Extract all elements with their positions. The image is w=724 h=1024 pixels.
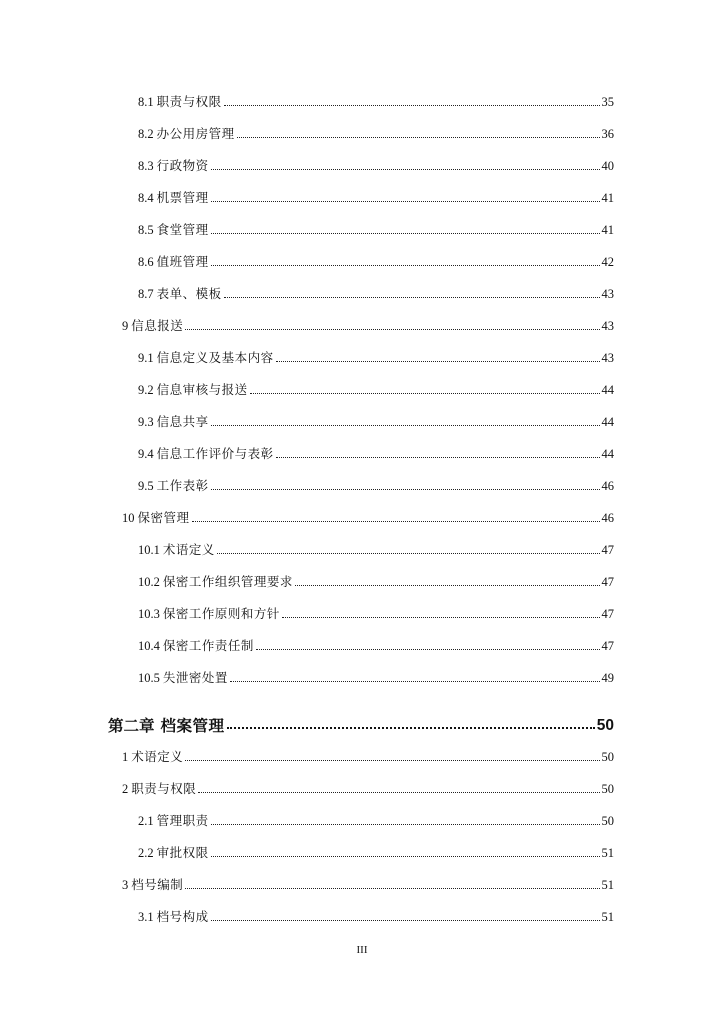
section-number: 2.2 [138, 846, 154, 860]
page-number: 51 [601, 878, 614, 892]
section-number: 9.3 [138, 415, 154, 429]
section-title: 表单、模板 [156, 286, 222, 301]
section-number: 10.2 [138, 575, 160, 589]
toc-entry-2[interactable] [0, 777, 724, 797]
section-title: 失泄密处置 [162, 670, 228, 685]
leader-dots [217, 553, 600, 554]
leader-dots [211, 489, 600, 490]
toc-entry-9-2[interactable] [0, 378, 724, 398]
leader-dots [211, 265, 600, 266]
leader-dots [211, 425, 600, 426]
toc-entry-8-6[interactable] [0, 250, 724, 270]
leader-dots [250, 393, 600, 394]
section-number: 9 [122, 319, 129, 333]
leader-dots [211, 201, 600, 202]
section-title: 行政物资 [156, 158, 209, 173]
page-number: 46 [601, 479, 614, 493]
page-number: 44 [601, 415, 614, 429]
page-number: 43 [601, 351, 614, 365]
section-title: 职责与权限 [131, 781, 197, 796]
page-number: 51 [601, 846, 614, 860]
section-number: 10.1 [138, 543, 160, 557]
leader-dots [227, 727, 595, 729]
section-number: 8.5 [138, 223, 154, 237]
toc-entry-2-2[interactable] [0, 841, 724, 861]
section-title: 档号构成 [156, 909, 209, 924]
page-number: 43 [601, 319, 614, 333]
page-number: 35 [601, 95, 614, 109]
page-number: 44 [601, 383, 614, 397]
leader-dots [211, 169, 600, 170]
leader-dots [230, 681, 600, 682]
page-number: 47 [601, 639, 614, 653]
toc-entry-8-3[interactable] [0, 154, 724, 174]
leader-dots [224, 297, 600, 298]
page-footer-number: III [356, 944, 368, 956]
section-title: 档号编制 [131, 877, 184, 892]
page-number: 43 [601, 287, 614, 301]
leader-dots [211, 856, 600, 857]
section-number: 8.2 [138, 127, 154, 141]
section-number: 2.1 [138, 814, 154, 828]
toc-entry-10-1[interactable] [0, 538, 724, 558]
section-number: 8.1 [138, 95, 154, 109]
toc-entry-1[interactable] [0, 745, 724, 765]
section-number: 2 [122, 782, 129, 796]
section-title: 信息审核与报送 [156, 382, 248, 397]
section-title: 术语定义 [162, 542, 215, 557]
toc-chapter-2[interactable] [0, 712, 724, 734]
section-title: 管理职责 [156, 813, 209, 828]
section-title: 保密管理 [137, 510, 190, 525]
toc-entry-8-4[interactable] [0, 186, 724, 206]
toc-entry-9-3[interactable] [0, 410, 724, 430]
toc-entry-9-1[interactable] [0, 346, 724, 366]
leader-dots [185, 329, 599, 330]
page-number: 44 [601, 447, 614, 461]
leader-dots [198, 792, 599, 793]
page-number: 46 [601, 511, 614, 525]
section-number: 10.4 [138, 639, 160, 653]
section-number: 9.4 [138, 447, 154, 461]
chapter-title: 档案管理 [160, 717, 225, 735]
page-number: 51 [601, 910, 614, 924]
page-number: 50 [596, 717, 614, 734]
section-number: 8.7 [138, 287, 154, 301]
section-title: 术语定义 [131, 749, 184, 764]
toc-entry-9[interactable] [0, 314, 724, 334]
section-title: 保密工作组织管理要求 [162, 574, 293, 589]
section-title: 办公用房管理 [156, 126, 235, 141]
page-number: 40 [601, 159, 614, 173]
page-number: 47 [601, 543, 614, 557]
page-number: 36 [601, 127, 614, 141]
section-number: 10.3 [138, 607, 160, 621]
section-number: 10.5 [138, 671, 160, 685]
toc-entry-10-4[interactable] [0, 634, 724, 654]
section-number: 1 [122, 750, 129, 764]
section-number: 10 [122, 511, 135, 525]
toc-entry-10-5[interactable] [0, 666, 724, 686]
leader-dots [192, 521, 600, 522]
page-number: 41 [601, 223, 614, 237]
toc-entry-8-2[interactable] [0, 122, 724, 142]
page-number: 47 [601, 575, 614, 589]
leader-dots [237, 137, 600, 138]
toc-entry-10[interactable] [0, 506, 724, 526]
section-title: 信息共享 [156, 414, 209, 429]
toc-entry-9-5[interactable] [0, 474, 724, 494]
toc-entry-10-3[interactable] [0, 602, 724, 622]
leader-dots [185, 760, 599, 761]
leader-dots [295, 585, 600, 586]
page-number: 47 [601, 607, 614, 621]
toc-entry-9-4[interactable] [0, 442, 724, 462]
chapter-number: 第二章 [108, 717, 155, 735]
section-number: 9.5 [138, 479, 154, 493]
section-title: 保密工作责任制 [162, 638, 254, 653]
toc-entry-3-1[interactable] [0, 905, 724, 925]
section-title: 信息定义及基本内容 [156, 350, 274, 365]
section-title: 值班管理 [156, 254, 209, 269]
toc-entry-8-5[interactable] [0, 218, 724, 238]
page-number: 50 [601, 750, 614, 764]
section-title: 职责与权限 [156, 94, 222, 109]
section-number: 8.3 [138, 159, 154, 173]
section-title: 信息工作评价与表彰 [156, 446, 274, 461]
leader-dots [211, 920, 600, 921]
section-title: 工作表彰 [156, 478, 209, 493]
section-title: 食堂管理 [156, 222, 209, 237]
leader-dots [282, 617, 600, 618]
section-title: 保密工作原则和方针 [162, 606, 280, 621]
toc-entry-2-1[interactable] [0, 809, 724, 829]
leader-dots [211, 824, 600, 825]
page-number: 42 [601, 255, 614, 269]
section-number: 8.6 [138, 255, 154, 269]
leader-dots [256, 649, 600, 650]
leader-dots [276, 457, 600, 458]
toc-entry-10-2[interactable] [0, 570, 724, 590]
toc-entry-8-1[interactable] [0, 90, 724, 110]
page-number: 50 [601, 814, 614, 828]
section-number: 9.1 [138, 351, 154, 365]
section-title: 信息报送 [131, 318, 184, 333]
leader-dots [211, 233, 600, 234]
page-number: 49 [601, 671, 614, 685]
leader-dots [276, 361, 600, 362]
section-title: 机票管理 [156, 190, 209, 205]
page-number: 41 [601, 191, 614, 205]
leader-dots [224, 105, 600, 106]
section-number: 8.4 [138, 191, 154, 205]
section-title: 审批权限 [156, 845, 209, 860]
leader-dots [185, 888, 599, 889]
toc-entry-3[interactable] [0, 873, 724, 893]
toc-entry-8-7[interactable] [0, 282, 724, 302]
section-number: 3 [122, 878, 129, 892]
section-number: 3.1 [138, 910, 154, 924]
section-number: 9.2 [138, 383, 154, 397]
page-number: 50 [601, 782, 614, 796]
